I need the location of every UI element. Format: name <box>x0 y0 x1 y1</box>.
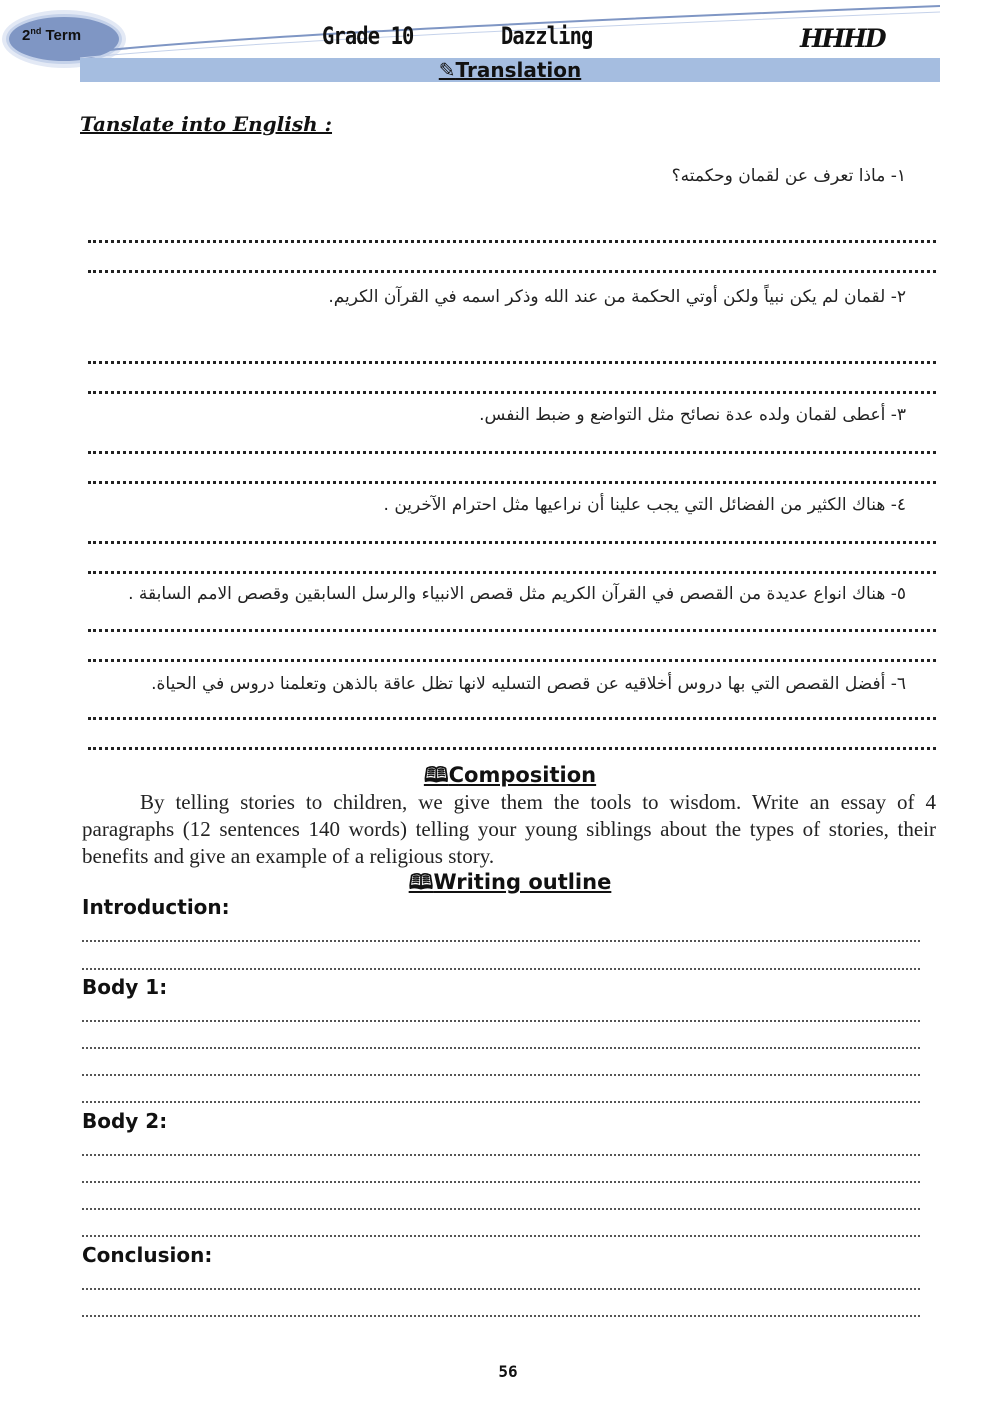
answer-line[interactable] <box>88 659 936 662</box>
writing-line[interactable] <box>82 1235 920 1237</box>
answer-line[interactable] <box>88 629 936 632</box>
arabic-sentence-5: ٥- هناك انواع عديدة من القصص في القرآن الكريم مثل قصص الانبياء والرسل السابقين وقصص الامم السابقة . <box>128 584 906 604</box>
writing-line[interactable] <box>82 1047 920 1049</box>
author-logo: HHHD <box>800 24 885 53</box>
pencil-icon: ✎ <box>438 58 456 82</box>
arabic-sentence-4: ٤- هناك الكثير من الفضائل التي يجب علينا أن نراعيها مثل احترام الآخرين . <box>383 495 906 515</box>
composition-title: 🕮Composition <box>423 763 597 787</box>
writing-line[interactable] <box>82 1288 920 1290</box>
section-title: ✎Translation <box>438 58 582 82</box>
outline-title: 🕮Writing outline <box>408 870 612 894</box>
answer-line[interactable] <box>88 240 936 243</box>
answer-line[interactable] <box>88 481 936 484</box>
composition-prompt: By telling stories to children, we give them the tools to wisdom. Write an essay of 4 paragraphs (12 sentences 140 words) telling your young siblings about the types of stories, their benefits and give an example of a religious story. <box>82 790 936 868</box>
writing-line[interactable] <box>82 1315 920 1317</box>
answer-line[interactable] <box>88 571 936 574</box>
writing-line[interactable] <box>82 1020 920 1022</box>
outline-introduction: Introduction: <box>82 895 230 919</box>
book-icon: 🕮 <box>408 870 434 894</box>
answer-line[interactable] <box>88 361 936 364</box>
translate-heading: Tanslate into English : <box>80 112 333 136</box>
outline-body-1: Body 1: <box>82 975 168 999</box>
writing-line[interactable] <box>82 940 920 942</box>
page-number: 56 <box>498 1362 518 1381</box>
outline-body-2: Body 2: <box>82 1109 168 1133</box>
answer-line[interactable] <box>88 717 936 720</box>
answer-line[interactable] <box>88 270 936 273</box>
grade-label: Grade 10 <box>322 22 414 50</box>
book-title: Dazzling <box>501 22 593 50</box>
arabic-sentence-3: ٣- أعطى لقمان ولده عدة نصائح مثل التواضع و ضبط النفس. <box>479 405 906 425</box>
answer-line[interactable] <box>88 747 936 750</box>
writing-line[interactable] <box>82 1074 920 1076</box>
book-icon: 🕮 <box>423 763 449 787</box>
writing-line[interactable] <box>82 968 920 970</box>
arabic-sentence-1: ١- ماذا تعرف عن لقمان وحكمته؟ <box>671 166 906 186</box>
writing-line[interactable] <box>82 1181 920 1183</box>
arabic-sentence-2: ٢- لقمان لم يكن نبياً ولكن أوتي الحكمة من عند الله وذكر اسمه في القرآن الكريم. <box>328 287 906 307</box>
answer-line[interactable] <box>88 451 936 454</box>
writing-line[interactable] <box>82 1101 920 1103</box>
answer-line[interactable] <box>88 391 936 394</box>
writing-line[interactable] <box>82 1208 920 1210</box>
term-label: 2nd Term <box>22 26 82 44</box>
arabic-sentence-6: ٦- أفضل القصص التي بها دروس أخلاقيه عن قصص التسليه لانها تظل عاقة بالذهن وتعلمنا دروس في الحياة. <box>151 674 906 694</box>
outline-conclusion: Conclusion: <box>82 1243 213 1267</box>
answer-line[interactable] <box>88 541 936 544</box>
writing-line[interactable] <box>82 1154 920 1156</box>
